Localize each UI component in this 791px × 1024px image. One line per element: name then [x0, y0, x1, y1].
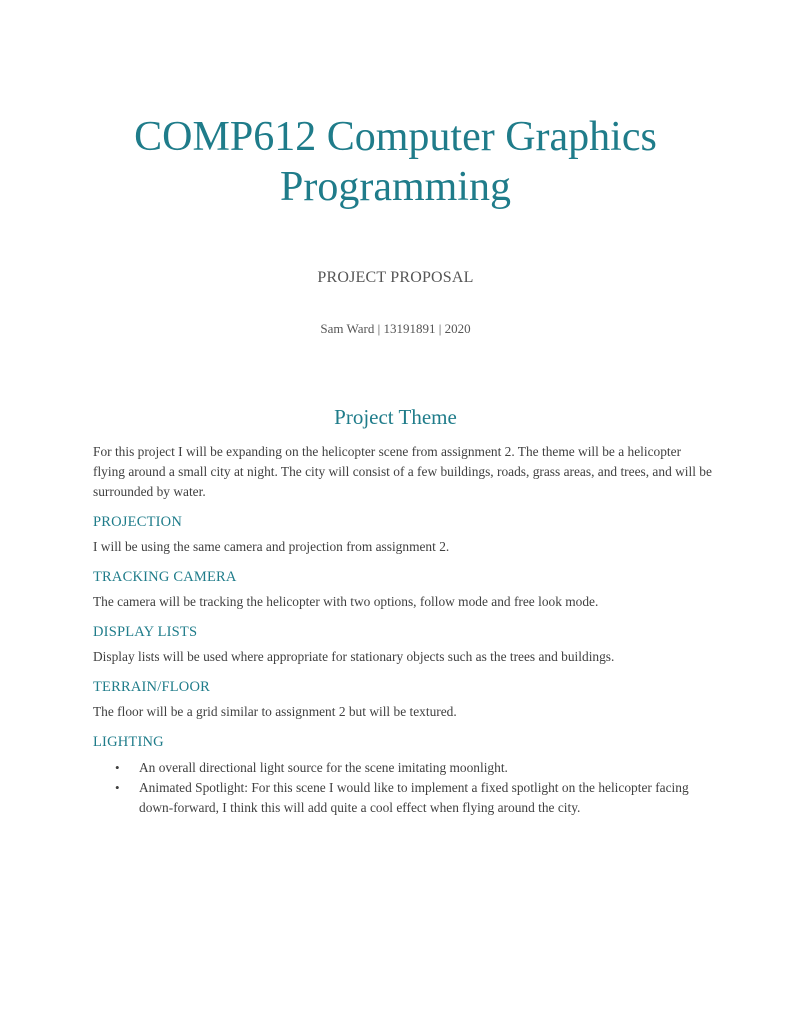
- section-heading: DISPLAY LISTS: [93, 624, 198, 640]
- title-line-2: Programming: [280, 164, 511, 210]
- bullet-icon: •: [115, 760, 120, 775]
- bullet-list: [93, 758, 713, 818]
- section-display-lists: [93, 624, 713, 667]
- section-tracking-camera: [93, 569, 713, 612]
- section-text: Display lists will be used where appropriate for stationary objects such as the trees and buildings.: [93, 649, 615, 664]
- section-heading: LIGHTING: [93, 734, 164, 750]
- section-lighting: [93, 734, 713, 818]
- intro-paragraph: For this project I will be expanding on the helicopter scene from assignment 2. The theme will be a helicopter flying around a small city at night. The city will consist of a few buildings, roads, grass areas, and trees, and will be surrounded by water.: [93, 444, 712, 499]
- list-item: [93, 778, 713, 818]
- bullet-icon: •: [115, 780, 120, 795]
- list-item-text: An overall directional light source for the scene imitating moonlight.: [139, 760, 508, 775]
- section-heading: PROJECTION: [93, 514, 183, 530]
- section-text: I will be using the same camera and projection from assignment 2.: [93, 539, 450, 554]
- section-text: The camera will be tracking the helicopter with two options, follow mode and free look mode.: [93, 594, 599, 609]
- section-heading: TERRAIN/FLOOR: [93, 679, 210, 695]
- section-text: The floor will be a grid similar to assignment 2 but will be textured.: [93, 704, 457, 719]
- section-title: Project Theme: [334, 405, 457, 429]
- section-heading: TRACKING CAMERA: [93, 569, 237, 585]
- document-title: [0, 112, 791, 212]
- title-line-1: COMP612 Computer Graphics: [134, 114, 657, 160]
- list-item-text: Animated Spotlight: For this scene I would like to implement a fixed spotlight on the helicopter facing down-forward, I think this will add quite a cool effect when flying around the city.: [139, 780, 689, 815]
- section-projection: [93, 514, 713, 557]
- author-line: Sam Ward | 13191891 | 2020: [320, 321, 471, 336]
- document-subtitle: PROJECT PROPOSAL: [317, 269, 474, 286]
- document-body: [93, 442, 713, 818]
- list-item: [93, 758, 713, 778]
- section-terrain-floor: [93, 679, 713, 722]
